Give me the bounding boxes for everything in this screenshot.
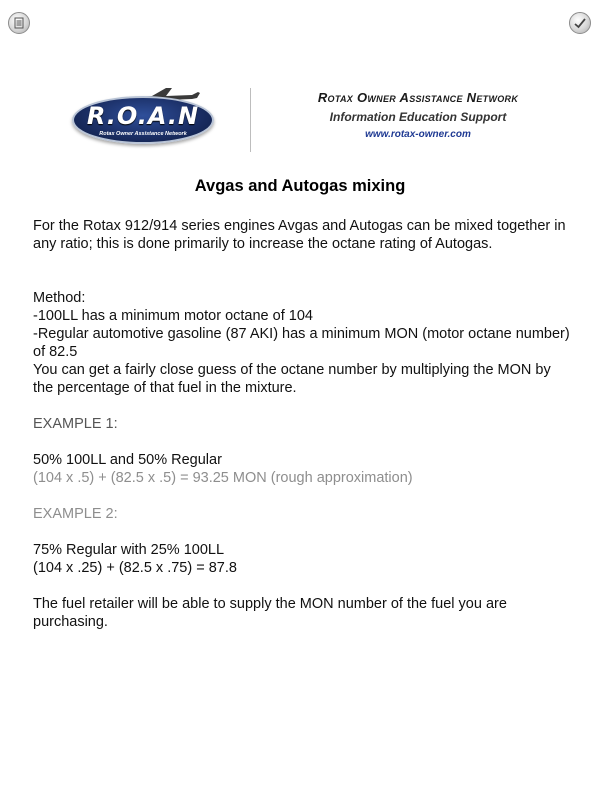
example1-heading: EXAMPLE 1: <box>33 416 118 432</box>
method-line-1: -100LL has a minimum motor octane of 104 <box>33 308 313 324</box>
intro-paragraph: For the Rotax 912/914 series engines Avgas and Autogas can be mixed together in any ratio; this is done primarily to increase the octane rating of Autogas. <box>33 218 566 252</box>
page-list-button[interactable] <box>8 12 30 34</box>
edit-check-icon <box>570 13 590 33</box>
example1-calc: (104 x .5) + (82.5 x .5) = 93.25 MON (rough approximation) <box>33 470 413 486</box>
org-tagline: Information Education Support <box>329 110 507 124</box>
org-url[interactable]: www.rotax-owner.com <box>365 129 471 140</box>
edit-button[interactable] <box>569 12 591 34</box>
page-list-icon <box>9 13 29 33</box>
logo-subtitle: Rotax Owner Assistance Network <box>99 131 187 137</box>
org-info <box>278 90 558 140</box>
example2-mix: 75% Regular with 25% 100LL <box>33 542 225 558</box>
closing-paragraph: The fuel retailer will be able to supply the MON number of the fuel you are purchasing. <box>33 596 507 630</box>
method-line-2: -Regular automotive gasoline (87 AKI) has a minimum MON (motor octane number) of 82.5 <box>33 326 570 360</box>
logo-text: R.O.A.N <box>86 102 200 130</box>
example2-calc: (104 x .25) + (82.5 x .75) = 87.8 <box>33 560 237 576</box>
document-title: Avgas and Autogas mixing <box>194 177 406 195</box>
example2-heading: EXAMPLE 2: <box>33 506 118 522</box>
document-body <box>33 217 573 631</box>
header-divider <box>250 88 251 152</box>
method-heading: Method: <box>33 290 86 306</box>
org-name: Rotax Owner Assistance Network <box>317 90 519 105</box>
header <box>60 84 560 154</box>
roan-logo <box>66 84 216 152</box>
method-line-3: You can get a fairly close guess of the octane number by multiplying the MON by the percentage of that fuel in the mixture. <box>33 362 551 396</box>
example1-mix: 50% 100LL and 50% Regular <box>33 452 222 468</box>
